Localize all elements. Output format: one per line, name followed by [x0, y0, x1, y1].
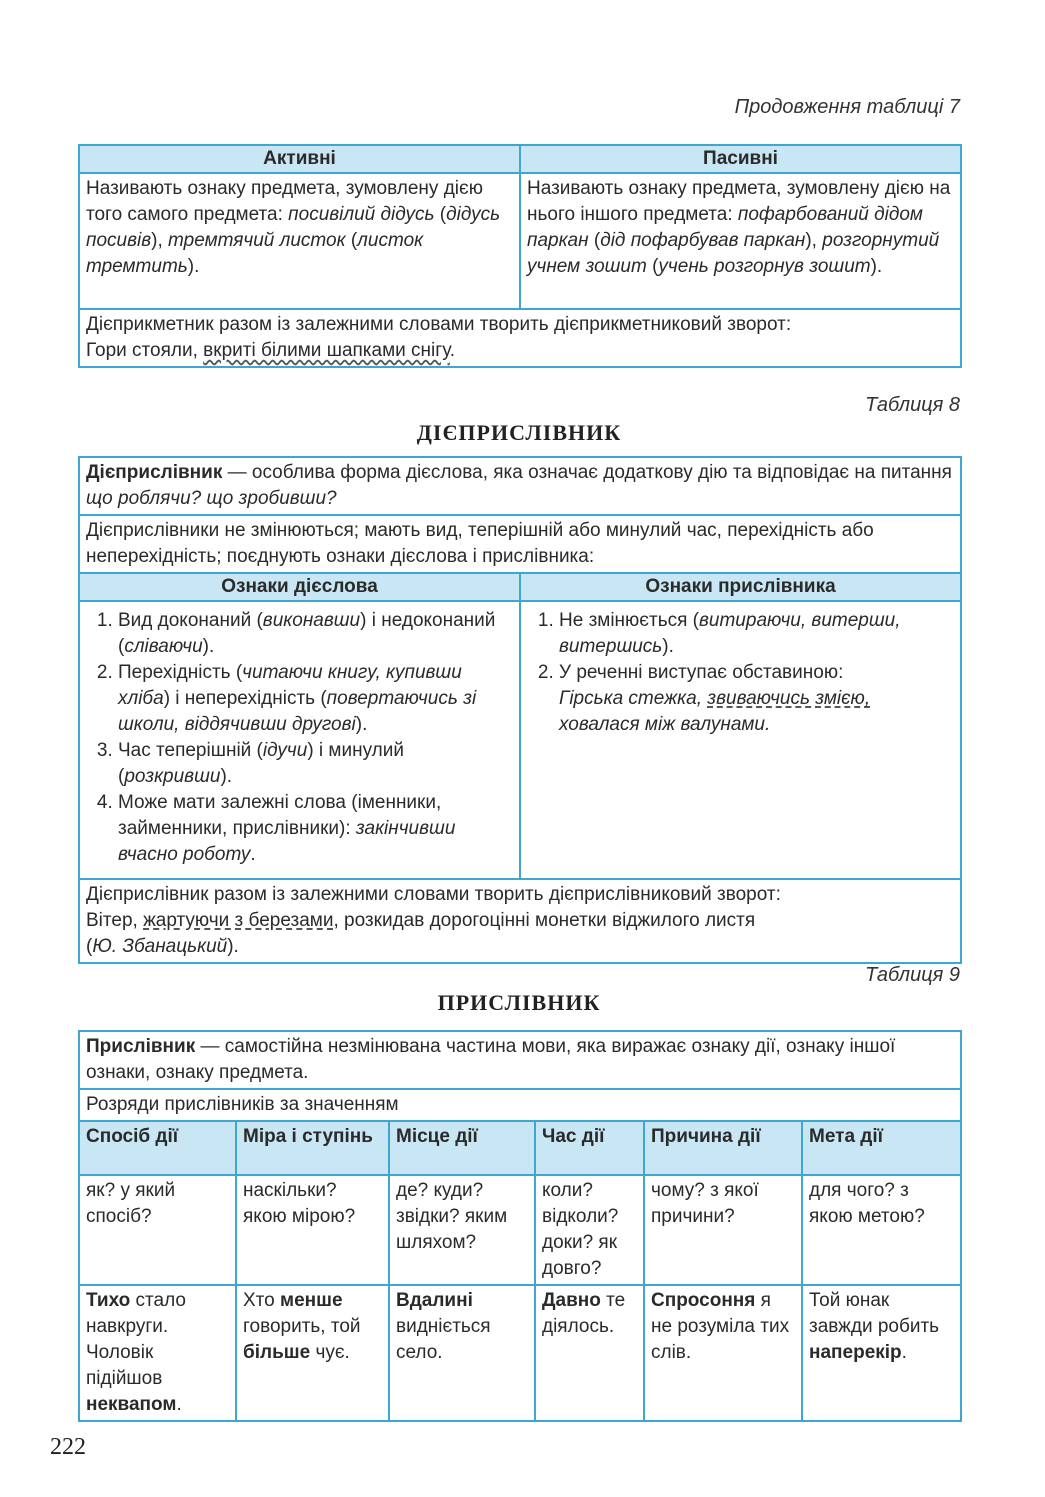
table9-question-place: де? куди? звідки? яким шляхом? — [389, 1175, 535, 1285]
list-item: 4. Може мати залежні слова (іменники, займенники, прислівники): закінчивши вчасно роботу. — [118, 790, 513, 868]
table8-note: Дієприслівник разом із залежними словами творить дієприслівниковий зворот: Вітер, жартуючи з березами, розкидав дорогоцінні монетки віджилого листя (Ю. Збанацький). — [79, 879, 961, 963]
page-number: 222 — [50, 1434, 86, 1460]
table8-features: Дієприслівники не змінюються; мають вид, теперішній або минулий час, перехідність або неперехідність; поєднують ознаки дієслова і прислівника: — [79, 515, 961, 573]
table9-question-purpose: для чого? з якою метою? — [802, 1175, 961, 1285]
table9-header-purpose: Мета дії — [802, 1121, 961, 1175]
table9-title: ПРИСЛІВНИК — [437, 990, 601, 1015]
table8-adverb-features — [520, 601, 961, 879]
list-item: 3. Час теперішній (ідучи) і минулий (розкривши). — [118, 738, 513, 790]
table9-header-cause: Причина дії — [644, 1121, 802, 1175]
table8-header-adverb: Ознаки прислівника — [520, 573, 961, 601]
table9-caption: Таблиця 9 — [865, 964, 960, 986]
table7-continuation-caption: Продовження таблиці 7 — [734, 96, 960, 118]
table9-header-manner: Спосіб дії — [79, 1121, 236, 1175]
table8-header-verb: Ознаки дієслова — [79, 573, 520, 601]
table9-example-manner: Тихо стало навкруги. Чоловік підійшов неквапом. — [79, 1285, 236, 1421]
table9-example-time: Давно те діялось. — [535, 1285, 644, 1421]
table7-header-active: Активні — [79, 145, 520, 173]
table9-definition: Прислівник — самостійна незмінювана частина мови, яка виражає ознаку дії, ознаку іншої ознаки, ознаку предмета. — [79, 1031, 961, 1089]
table9-categories-label: Розряди прислівників за значенням — [79, 1089, 961, 1121]
table7 — [78, 144, 962, 368]
table8-definition: Дієприслівник — особлива форма дієслова, яка означає додаткову дію та відповідає на питання що роблячи? що зробивши? — [79, 457, 961, 515]
table8-caption: Таблиця 8 — [865, 394, 960, 416]
table9-question-cause: чому? з якої причини? — [644, 1175, 802, 1285]
table9-example-cause: Спросоння я не розуміла тих слів. — [644, 1285, 802, 1421]
table9 — [78, 1030, 962, 1422]
list-item: 1. Вид доконаний (виконавши) і недоконаний (сліваючи). — [118, 608, 513, 660]
table9-example-degree: Хто менше говорить, той більше чує. — [236, 1285, 389, 1421]
table9-question-manner: як? у який спосіб? — [79, 1175, 236, 1285]
table7-active-cell: Називають ознаку предмета, зумовлену дією того самого предмета: посивілий дідусь (дідусь посивів), тремтячий листок (листок тремтить). — [79, 173, 520, 309]
table8-title: ДІЄПРИСЛІВНИК — [416, 420, 622, 445]
list-item: 2. У реченні виступає обставиною: Гірська стежка, звиваючись змією, ховалася між валунами. — [559, 660, 954, 738]
table8 — [78, 456, 962, 964]
table9-example-purpose: Той юнак завжди робить наперекір. — [802, 1285, 961, 1421]
table9-example-place: Вдалині видніється село. — [389, 1285, 535, 1421]
table8-verb-features — [79, 601, 520, 879]
table7-note: Дієприкметник разом із залежними словами творить дієприкметниковий зворот: Гори стояли, вкриті білими шапками снігу. — [79, 309, 961, 367]
table9-question-degree: наскільки? якою мірою? — [236, 1175, 389, 1285]
table9-header-time: Час дії — [535, 1121, 644, 1175]
table7-header-passive: Пасивні — [520, 145, 961, 173]
list-item: 2. Перехідність (читаючи книгу, купивши хліба) і неперехідність (повертаючись зі школи, віддячивши другові). — [118, 660, 513, 738]
table9-header-place: Місце дії — [389, 1121, 535, 1175]
table9-header-degree: Міра і ступінь — [236, 1121, 389, 1175]
table7-passive-cell: Називають ознаку предмета, зумовлену дією на нього іншого предмета: пофарбований дідом паркан (дід пофарбував паркан), розгорнутий учнем зошит (учень розгорнув зошит). — [520, 173, 961, 309]
table9-question-time: коли? відколи? доки? як довго? — [535, 1175, 644, 1285]
list-item: 1. Не змінюється (витираючи, витерши, витершись). — [559, 608, 954, 660]
